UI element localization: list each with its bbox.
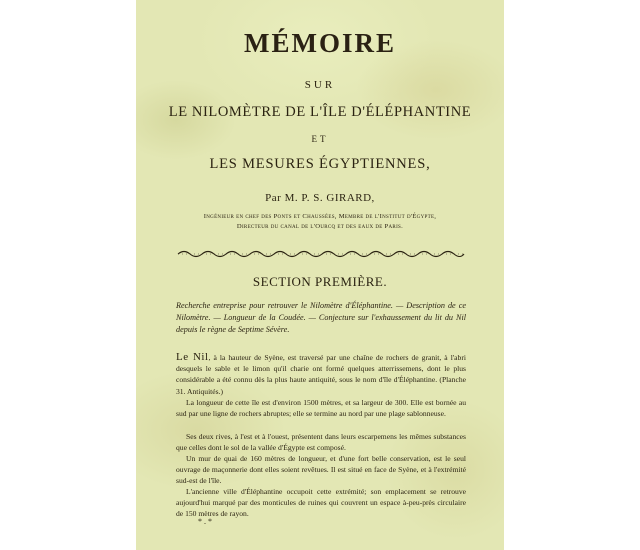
author-credentials-2: Directeur du canal de l'Ourcq et des eaux de Paris. bbox=[236, 223, 404, 230]
document-title: MÉMOIRE bbox=[244, 28, 396, 58]
author-credentials-1: Ingénieur en chef des Ponts et Chaussées, Membre de l'Institut d'Égypte, bbox=[203, 213, 437, 220]
page-marks: *.* bbox=[198, 517, 214, 526]
document-subtitle: LE NILOMÈTRE DE L'ÎLE D'ÉLÉPHANTINE bbox=[168, 104, 472, 120]
paragraph-3: Ses deux rives, à l'est et à l'ouest, présentent dans leurs escarpemens les mêmes substances que celles dont le sol de la vallée d'Égypte est composé. bbox=[176, 432, 466, 453]
author-line: Par M. P. S. GIRARD, bbox=[265, 192, 375, 204]
et-label: ET bbox=[311, 134, 329, 144]
drop-cap: Le Nil bbox=[176, 351, 209, 363]
paragraph-5: L'ancienne ville d'Éléphantine occupoit cette extrémité; son emplacement se retrouve aujourd'hui marqué par des monticules de ruines qui couvrent un espace à-peu-près circulaire de 150 mètres de rayon. bbox=[176, 487, 466, 519]
ornamental-rule bbox=[176, 248, 466, 260]
paragraph-2: La longueur de cette île est d'environ 1500 mètres, et sa largeur de 300. Elle est bornée au sud par une ligne de rochers abruptes; elle se termine au nord par une plage sablonneuse. bbox=[176, 398, 466, 419]
paragraph-4: Un mur de quai de 160 mètres de longueur, et d'une fort belle conservation, est le seul ouvrage de maçonnerie dont elles soient revêtues. Il est situé en face de Syène, et à l'extrémité sud-est de l'île. bbox=[176, 454, 466, 486]
document-page bbox=[136, 0, 504, 550]
paragraph-1 bbox=[176, 352, 466, 397]
section-heading: SECTION PREMIÈRE. bbox=[252, 274, 388, 289]
document-subtitle-2: LES MESURES ÉGYPTIENNES, bbox=[209, 156, 431, 172]
sur-label: SUR bbox=[304, 79, 336, 91]
section-summary: Recherche entreprise pour retrouver le Nilomètre d'Éléphantine. — Description de ce Nilomètre. — Longueur de la Coudée. — Conjecture sur l'exhaussement du lit du Nil depuis le règne de Septime Sévère. bbox=[176, 301, 466, 334]
paragraph-1-text: , à la hauteur de Syène, est traversé par une chaîne de rochers de granit, à l'abri desquels le sable et le limon qu'il charie ont formé quelques atterrissemens, dont le plus considérable a été connu dès la plus haute antiquité, sous le nom d'île d'Éléphantine. (Planche 31. Antiquités.) bbox=[176, 353, 466, 396]
